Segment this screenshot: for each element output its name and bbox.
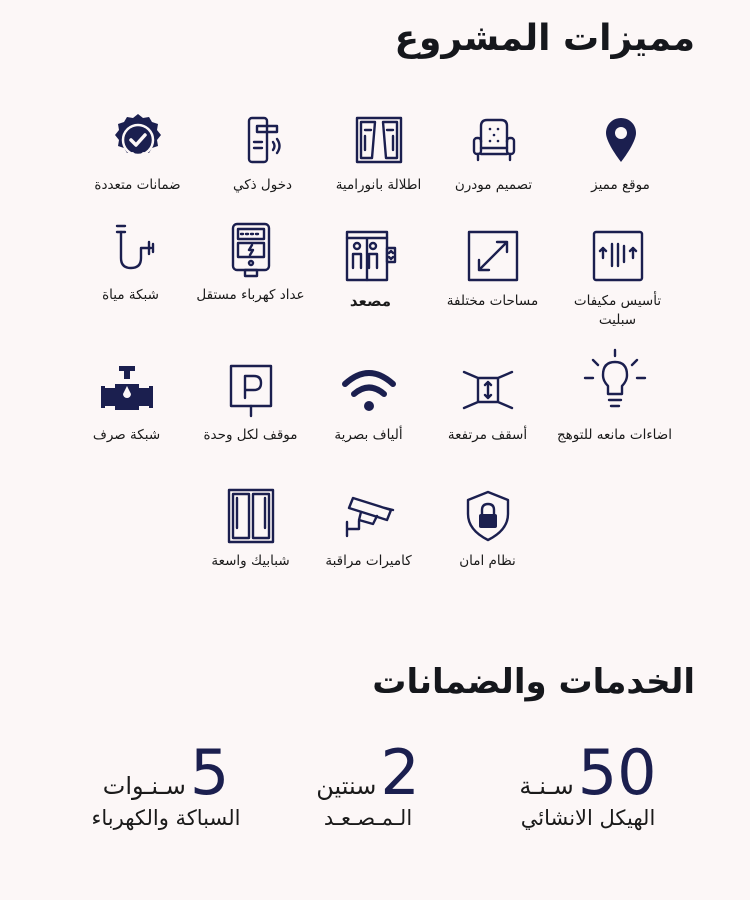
feature-label: مصعد: [349, 292, 392, 310]
light-bulb-icon: [579, 346, 651, 418]
feature-split-ac: [555, 228, 680, 330]
feature-panoramic-view: [316, 112, 441, 195]
feature-modern-design: [431, 112, 556, 195]
feature-label: تأسيس مكيفات سبليت: [573, 293, 662, 328]
feature-drainage-network: [64, 362, 189, 445]
feature-label: تصميم مودرن: [454, 177, 533, 193]
stat-number: 2: [380, 736, 420, 809]
smart-lock-icon: [235, 112, 291, 168]
feature-label: نظام امان: [459, 553, 516, 569]
wifi-icon: [341, 362, 397, 418]
stat-unit: سـنـوات: [102, 772, 186, 800]
water-pipe-icon: [103, 222, 159, 278]
high-ceiling-icon: [460, 362, 516, 418]
stat-description: الهيكل الانشائي: [520, 806, 656, 830]
location-pin-icon: [593, 112, 649, 168]
feature-high-ceilings: [425, 362, 550, 445]
resize-arrows-icon: [465, 228, 521, 284]
air-conditioner-icon: [590, 228, 646, 284]
feature-smart-entry: [200, 112, 325, 195]
wide-window-icon: [223, 488, 279, 544]
feature-security-system: [425, 488, 550, 571]
stat-unit: سنتين: [316, 772, 377, 800]
feature-water-network: [68, 222, 193, 305]
feature-label: شبكة مياة: [102, 287, 159, 303]
stat-plumbing-electric-warranty: [66, 736, 266, 830]
feature-label: ضمانات متعددة: [94, 177, 181, 193]
feature-label: شبابيك واسعة: [211, 553, 290, 569]
feature-anti-glare-lights: [552, 346, 677, 445]
stat-structure-warranty: [488, 736, 688, 830]
stat-description: الـمـصـعـد: [323, 806, 413, 830]
electric-meter-icon: [223, 222, 279, 278]
guarantee-badge-icon: [110, 112, 166, 168]
feature-label: اطلالة بانورامية: [335, 177, 422, 193]
feature-parking: [188, 362, 313, 445]
parking-sign-icon: [223, 362, 279, 418]
feature-premium-location: [558, 112, 683, 195]
stat-unit: سـنـة: [519, 772, 574, 800]
stat-number: 5: [189, 736, 230, 809]
feature-fiber-optics: [306, 362, 431, 445]
feature-various-spaces: [430, 228, 555, 311]
feature-label: موقف لكل وحدة: [203, 427, 298, 443]
feature-surveillance-cameras: [306, 488, 431, 571]
security-shield-icon: [460, 488, 516, 544]
services-title: الخدمات والضمانات: [372, 662, 695, 702]
feature-elevator: [308, 228, 433, 311]
drainage-valve-icon: [99, 362, 155, 418]
feature-label: كاميرات مراقبة: [325, 553, 412, 569]
armchair-icon: [466, 112, 522, 168]
security-camera-icon: [341, 488, 397, 544]
feature-label: مساحات مختلفة: [446, 293, 539, 309]
feature-label: موقع مميز: [591, 177, 650, 193]
feature-label: اضاءات مانعه للتوهج: [556, 427, 673, 443]
panoramic-window-icon: [351, 112, 407, 168]
feature-label: عداد كهرباء مستقل: [196, 287, 305, 303]
feature-label: شبكة صرف: [92, 427, 161, 443]
feature-label: أسقف مرتفعة: [447, 427, 528, 443]
stat-elevator-warranty: [268, 736, 468, 830]
elevator-icon: [343, 228, 399, 284]
feature-multiple-guarantees: [75, 112, 200, 195]
feature-wide-windows: [188, 488, 313, 571]
feature-label: دخول ذكي: [232, 177, 293, 193]
stat-description: السباكة والكهرباء: [91, 806, 241, 830]
features-title: مميزات المشروع: [394, 18, 695, 59]
feature-label: ألياف بصرية: [334, 427, 403, 443]
feature-independent-meter: [188, 222, 313, 305]
stat-number: 50: [577, 736, 657, 809]
